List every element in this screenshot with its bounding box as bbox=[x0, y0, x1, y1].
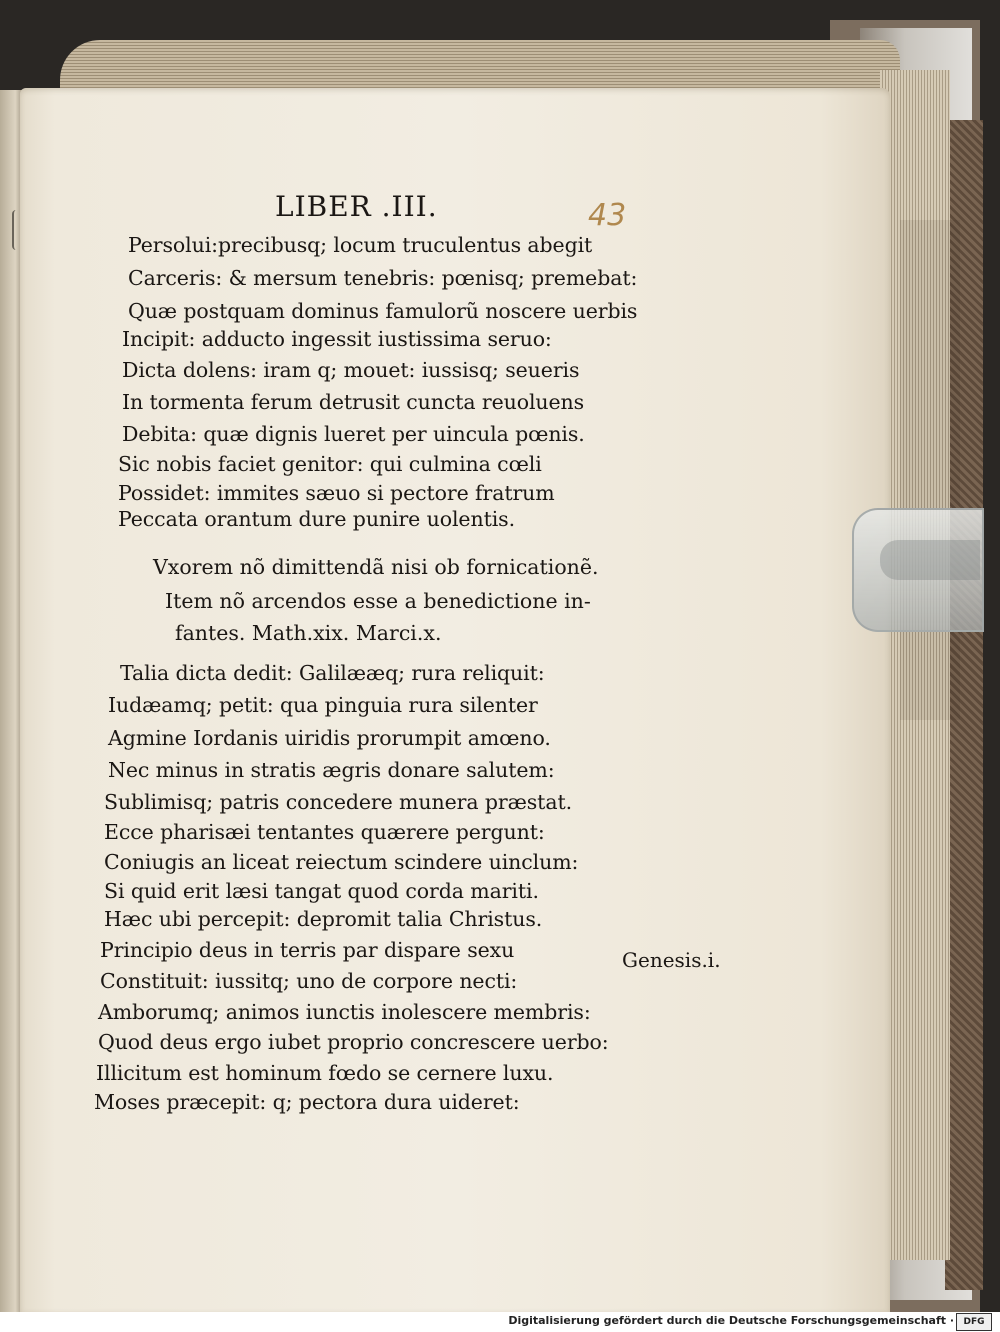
verse-line: Amborumq; animos iunctis inolescere membris: bbox=[98, 1000, 591, 1024]
margin-note: Genesis.i. bbox=[622, 948, 721, 972]
verse-line: In tormenta ferum detrusit cuncta reuoluens bbox=[122, 390, 585, 414]
verse-line: Iudæamq; petit: qua pinguia rura silenter bbox=[108, 693, 538, 717]
funding-credit: Digitalisierung gefördert durch die Deutsche Forschungsgemeinschaft · bbox=[508, 1314, 954, 1327]
verse-line: Nec minus in stratis ægris donare salutem: bbox=[108, 758, 555, 782]
dfg-logo: DFG bbox=[956, 1313, 992, 1331]
verse-line: Moses præcepit: q; pectora dura uideret: bbox=[94, 1090, 520, 1114]
verse-line: Sic nobis faciet genitor: qui culmina cœli bbox=[118, 452, 542, 476]
verse-line: Hæc ubi percepit: depromit talia Christus. bbox=[104, 907, 543, 931]
verse-line: Illicitum est hominum fœdo se cernere luxu. bbox=[96, 1061, 554, 1085]
verse-line: Constituit: iussitq; uno de corpore necti: bbox=[100, 969, 518, 993]
verse-line: Agmine Iordanis uiridis prorumpit amœno. bbox=[108, 726, 551, 750]
verse-line: Ecce pharisæi tentantes quærere pergunt: bbox=[104, 820, 545, 844]
verse-line: Quæ postquam dominus famulorũ noscere uerbis bbox=[128, 299, 638, 323]
verse-line: Peccata orantum dure punire uolentis. bbox=[118, 507, 516, 531]
verse-line: Principio deus in terris par dispare sexu bbox=[100, 938, 515, 962]
section-heading-line: fantes. Math.xix. Marci.x. bbox=[175, 621, 442, 645]
digitization-footer bbox=[0, 1312, 1000, 1332]
folio-number: 43 bbox=[588, 198, 627, 233]
verse-line: Incipit: adducto ingessit iustissima seruo: bbox=[122, 327, 552, 351]
verse-line: Debita: quæ dignis lueret per uincula pœnis. bbox=[122, 422, 585, 446]
verse-line: Talia dicta dedit: Galilææq; rura reliquit: bbox=[120, 661, 545, 685]
verse-line: Persolui:precibusq; locum truculentus abegit bbox=[128, 233, 593, 257]
verse-line: Possidet: immites sæuo si pectore fratrum bbox=[118, 481, 555, 505]
section-heading-line: Vxorem nõ dimittendã nisi ob fornicationẽ. bbox=[153, 555, 599, 579]
verse-line: Coniugis an liceat reiectum scindere uinclum: bbox=[104, 850, 579, 874]
verse-line: Sublimisq; patris concedere munera præstat. bbox=[104, 790, 573, 814]
verse-line: Quod deus ergo iubet proprio concrescere uerbo: bbox=[98, 1030, 609, 1054]
section-heading-line: Item nõ arcendos esse a benedictione in- bbox=[165, 589, 591, 613]
verse-line: Carceris: & mersum tenebris: pœnisq; premebat: bbox=[128, 266, 638, 290]
verse-line: Dicta dolens: iram q; mouet: iussisq; seueris bbox=[122, 358, 580, 382]
verse-line: Si quid erit læsi tangat quod corda mariti. bbox=[104, 879, 539, 903]
running-head: LIBER .III. bbox=[275, 190, 438, 223]
